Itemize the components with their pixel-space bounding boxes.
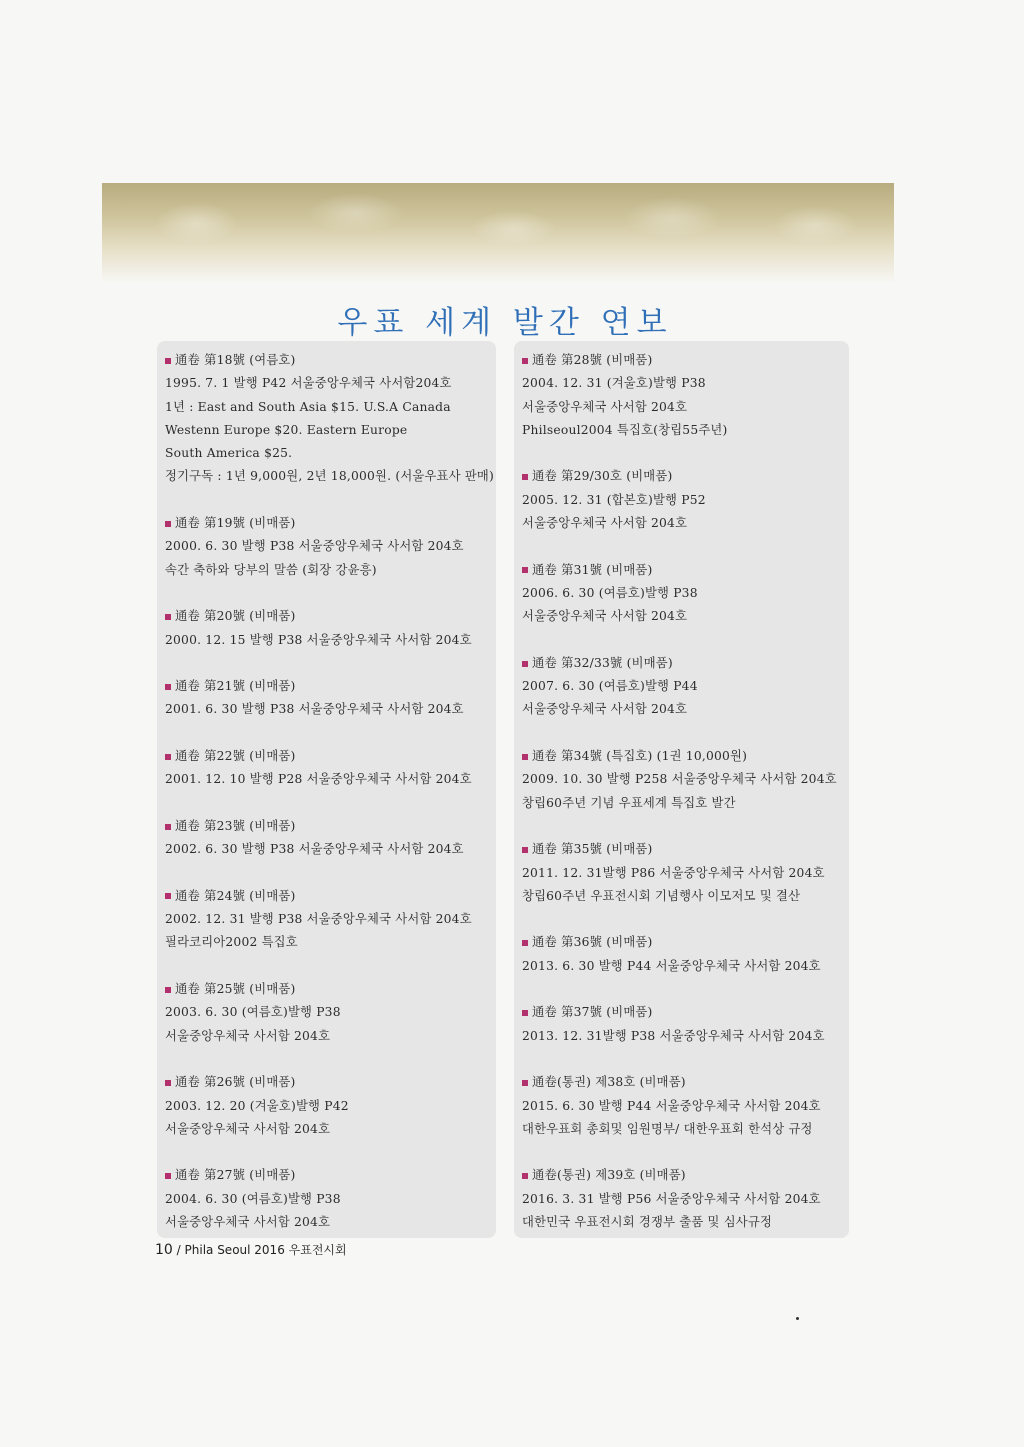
issue-entry bbox=[165, 885, 496, 955]
issue-heading bbox=[165, 815, 496, 838]
issue-entry bbox=[165, 512, 496, 582]
issue-detail-line: 2009. 10. 30 발행 P258 서울중앙우체국 사서함 204호 bbox=[522, 772, 837, 787]
issue-detail-line: 2002. 6. 30 발행 P38 서울중앙우체국 사서함 204호 bbox=[165, 842, 464, 857]
square-bullet-icon bbox=[165, 521, 171, 527]
decorative-banner bbox=[102, 183, 894, 283]
issue-detail-line: 서울중앙우체국 사서함 204호 bbox=[165, 1028, 331, 1043]
left-column bbox=[157, 341, 496, 1238]
issue-heading-text: 通卷 第25號 (비매품) bbox=[175, 982, 296, 997]
issue-detail-line: 서울중앙우체국 사서함 204호 bbox=[522, 399, 688, 414]
entry-spacer bbox=[514, 1141, 849, 1164]
square-bullet-icon bbox=[522, 567, 528, 573]
issue-heading-text: 通卷 第37號 (비매품) bbox=[532, 1005, 653, 1020]
issue-entry bbox=[522, 1071, 849, 1141]
square-bullet-icon bbox=[522, 940, 528, 946]
issue-detail-line: 2004. 12. 31 (겨울호)발행 P38 bbox=[522, 376, 706, 391]
issue-detail-line: 2005. 12. 31 (합본호)발행 P52 bbox=[522, 492, 706, 507]
issue-entry bbox=[165, 1164, 496, 1234]
square-bullet-icon bbox=[165, 358, 171, 364]
square-bullet-icon bbox=[522, 754, 528, 760]
issue-heading bbox=[522, 349, 849, 372]
issue-entry bbox=[522, 465, 849, 535]
issue-heading bbox=[165, 1071, 496, 1094]
issue-entry bbox=[522, 1001, 849, 1048]
issue-detail-line: 2001. 12. 10 발행 P28 서울중앙우체국 사서함 204호 bbox=[165, 772, 472, 787]
square-bullet-icon bbox=[522, 847, 528, 853]
issue-detail-line: 정기구독 : 1년 9,000원, 2년 18,000원. (서울우표사 판매) bbox=[165, 469, 494, 484]
issue-heading bbox=[522, 1164, 849, 1187]
issue-detail-line: 창립60주년 기념 우표세계 특집호 발간 bbox=[522, 795, 736, 810]
issue-heading-text: 通卷 第23號 (비매품) bbox=[175, 818, 296, 833]
issue-entry bbox=[165, 978, 496, 1048]
issue-detail-line: 대한민국 우표전시회 경쟁부 출품 및 심사규정 bbox=[522, 1214, 773, 1229]
issue-entry bbox=[165, 1071, 496, 1141]
entry-spacer bbox=[514, 535, 849, 558]
issue-heading bbox=[522, 559, 849, 582]
issue-detail-line: South America $25. bbox=[165, 446, 293, 461]
issue-detail-line: 2000. 6. 30 발행 P38 서울중앙우체국 사서함 204호 bbox=[165, 539, 464, 554]
entry-spacer bbox=[514, 722, 849, 745]
issue-heading bbox=[165, 349, 496, 372]
entry-spacer bbox=[514, 442, 849, 465]
issue-detail-line: 서울중앙우체국 사서함 204호 bbox=[522, 609, 688, 624]
entry-spacer bbox=[157, 1048, 496, 1071]
entry-spacer bbox=[157, 1141, 496, 1164]
entry-spacer bbox=[514, 908, 849, 931]
issue-entry bbox=[165, 675, 496, 722]
issue-heading-text: 通卷 第34號 (특집호) (1권 10,000원) bbox=[532, 749, 748, 764]
issue-detail-line: 대한우표회 총회및 임원명부/ 대한우표회 한석상 규정 bbox=[522, 1121, 813, 1136]
issue-heading bbox=[522, 652, 849, 675]
issue-heading-text: 通卷 第29/30호 (비매품) bbox=[532, 469, 673, 484]
entry-spacer bbox=[157, 652, 496, 675]
issue-heading-text: 通卷 第27號 (비매품) bbox=[175, 1168, 296, 1183]
square-bullet-icon bbox=[522, 1010, 528, 1016]
entry-spacer bbox=[157, 582, 496, 605]
issue-heading-text: 通卷 第28號 (비매품) bbox=[532, 353, 653, 367]
issue-detail-line: 2006. 6. 30 (여름호)발행 P38 bbox=[522, 585, 698, 600]
issue-entry bbox=[522, 931, 849, 978]
entry-spacer bbox=[514, 815, 849, 838]
entry-spacer bbox=[157, 489, 496, 512]
issue-detail-line: 서울중앙우체국 사서함 204호 bbox=[165, 1121, 331, 1136]
square-bullet-icon bbox=[522, 1173, 528, 1179]
issue-heading-text: 通卷 第24號 (비매품) bbox=[175, 888, 296, 903]
issue-entry bbox=[522, 838, 849, 908]
issue-heading bbox=[165, 675, 496, 698]
issue-entry bbox=[522, 652, 849, 722]
issue-detail-line: 2013. 6. 30 발행 P44 서울중앙우체국 사서함 204호 bbox=[522, 958, 821, 973]
issue-detail-line: 속간 축하와 당부의 말씀 (회장 강윤흥) bbox=[165, 562, 377, 577]
square-bullet-icon bbox=[165, 614, 171, 620]
issue-heading-text: 通卷 第20號 (비매품) bbox=[175, 609, 296, 624]
issue-heading bbox=[522, 745, 849, 768]
issue-heading-text: 通卷 第35號 (비매품) bbox=[532, 842, 653, 857]
issue-heading-text: 通卷(통권) 제39호 (비매품) bbox=[532, 1168, 686, 1183]
page-footer bbox=[155, 1241, 347, 1258]
issue-detail-line: 2002. 12. 31 발행 P38 서울중앙우체국 사서함 204호 bbox=[165, 912, 472, 927]
issue-heading bbox=[522, 931, 849, 954]
issue-entry bbox=[165, 605, 496, 652]
entry-spacer bbox=[514, 629, 849, 652]
issue-heading bbox=[165, 1164, 496, 1187]
issue-heading bbox=[522, 1001, 849, 1024]
issue-detail-line: 1년 : East and South Asia $15. U.S.A Canada bbox=[165, 399, 451, 414]
issue-heading bbox=[522, 465, 849, 488]
entry-spacer bbox=[514, 1048, 849, 1071]
issue-entry bbox=[522, 1164, 849, 1234]
issue-detail-line: 1995. 7. 1 발행 P42 서울중앙우체국 사서함204호 bbox=[165, 376, 452, 391]
issue-heading bbox=[165, 605, 496, 628]
issue-heading bbox=[522, 1071, 849, 1094]
issue-detail-line: 창립60주년 우표전시회 기념행사 이모저모 및 결산 bbox=[522, 888, 801, 903]
square-bullet-icon bbox=[165, 1080, 171, 1086]
issue-heading-text: 通卷 第36號 (비매품) bbox=[532, 935, 653, 950]
issue-heading-text: 通卷 第32/33號 (비매품) bbox=[532, 655, 673, 670]
issue-entry bbox=[522, 559, 849, 629]
issue-heading-text: 通卷 第26號 (비매품) bbox=[175, 1075, 296, 1090]
issue-detail-line: 서울중앙우체국 사서함 204호 bbox=[522, 516, 688, 531]
entry-spacer bbox=[514, 978, 849, 1001]
page-number: 10 bbox=[155, 1242, 173, 1258]
square-bullet-icon bbox=[165, 987, 171, 993]
entry-spacer bbox=[157, 862, 496, 885]
square-bullet-icon bbox=[522, 474, 528, 480]
issue-heading bbox=[165, 512, 496, 535]
issue-detail-line: Philseoul2004 특집호(창립55주년) bbox=[522, 422, 728, 437]
issue-entry bbox=[522, 745, 849, 815]
entry-spacer bbox=[157, 722, 496, 745]
square-bullet-icon bbox=[165, 893, 171, 899]
issue-detail-line: 2000. 12. 15 발행 P38 서울중앙우체국 사서함 204호 bbox=[165, 632, 472, 647]
issue-detail-line: 2013. 12. 31발행 P38 서울중앙우체국 사서함 204호 bbox=[522, 1028, 825, 1043]
square-bullet-icon bbox=[165, 824, 171, 830]
scan-speck bbox=[796, 1317, 799, 1320]
issue-heading-text: 通卷 第22號 (비매품) bbox=[175, 749, 296, 764]
footer-text: / Phila Seoul 2016 우표전시회 bbox=[176, 1243, 347, 1257]
issue-detail-line: Westenn Europe $20. Eastern Europe bbox=[165, 422, 408, 437]
square-bullet-icon bbox=[522, 358, 528, 364]
issue-detail-line: 2007. 6. 30 (여름호)발행 P44 bbox=[522, 679, 698, 694]
issue-detail-line: 2011. 12. 31발행 P86 서울중앙우체국 사서함 204호 bbox=[522, 865, 825, 880]
page-title: 우표 세계 발간 연보 bbox=[337, 304, 673, 341]
issue-detail-line: 2001. 6. 30 발행 P38 서울중앙우체국 사서함 204호 bbox=[165, 702, 464, 717]
issue-entry bbox=[522, 349, 849, 442]
right-column bbox=[514, 341, 849, 1238]
square-bullet-icon bbox=[522, 661, 528, 667]
issue-detail-line: 2003. 12. 20 (겨울호)발행 P42 bbox=[165, 1098, 349, 1113]
square-bullet-icon bbox=[522, 1080, 528, 1086]
issue-heading-text: 通卷 第19號 (비매품) bbox=[175, 516, 296, 531]
issue-entry bbox=[165, 349, 496, 489]
square-bullet-icon bbox=[165, 1173, 171, 1179]
issue-entry bbox=[165, 745, 496, 792]
issue-detail-line: 2004. 6. 30 (여름호)발행 P38 bbox=[165, 1191, 341, 1206]
issue-detail-line: 필라코리아2002 특집호 bbox=[165, 935, 298, 950]
issue-detail-line: 2016. 3. 31 발행 P56 서울중앙우체국 사서함 204호 bbox=[522, 1191, 821, 1206]
issue-heading-text: 通卷 第21號 (비매품) bbox=[175, 679, 296, 694]
issue-detail-line: 2015. 6. 30 발행 P44 서울중앙우체국 사서함 204호 bbox=[522, 1098, 821, 1113]
square-bullet-icon bbox=[165, 754, 171, 760]
issue-heading-text: 通卷 第31號 (비매품) bbox=[532, 562, 653, 577]
issue-detail-line: 서울중앙우체국 사서함 204호 bbox=[522, 702, 688, 717]
entry-spacer bbox=[157, 792, 496, 815]
issue-heading bbox=[522, 838, 849, 861]
issue-entry bbox=[165, 815, 496, 862]
issue-detail-line: 2003. 6. 30 (여름호)발행 P38 bbox=[165, 1005, 341, 1020]
issue-heading bbox=[165, 745, 496, 768]
issue-heading bbox=[165, 885, 496, 908]
issue-heading-text: 通卷 第18號 (여름호) bbox=[175, 353, 296, 367]
issue-detail-line: 서울중앙우체국 사서함 204호 bbox=[165, 1214, 331, 1229]
entry-spacer bbox=[157, 955, 496, 978]
square-bullet-icon bbox=[165, 684, 171, 690]
issue-heading bbox=[165, 978, 496, 1001]
issue-heading-text: 通卷(통권) 제38호 (비매품) bbox=[532, 1075, 686, 1090]
